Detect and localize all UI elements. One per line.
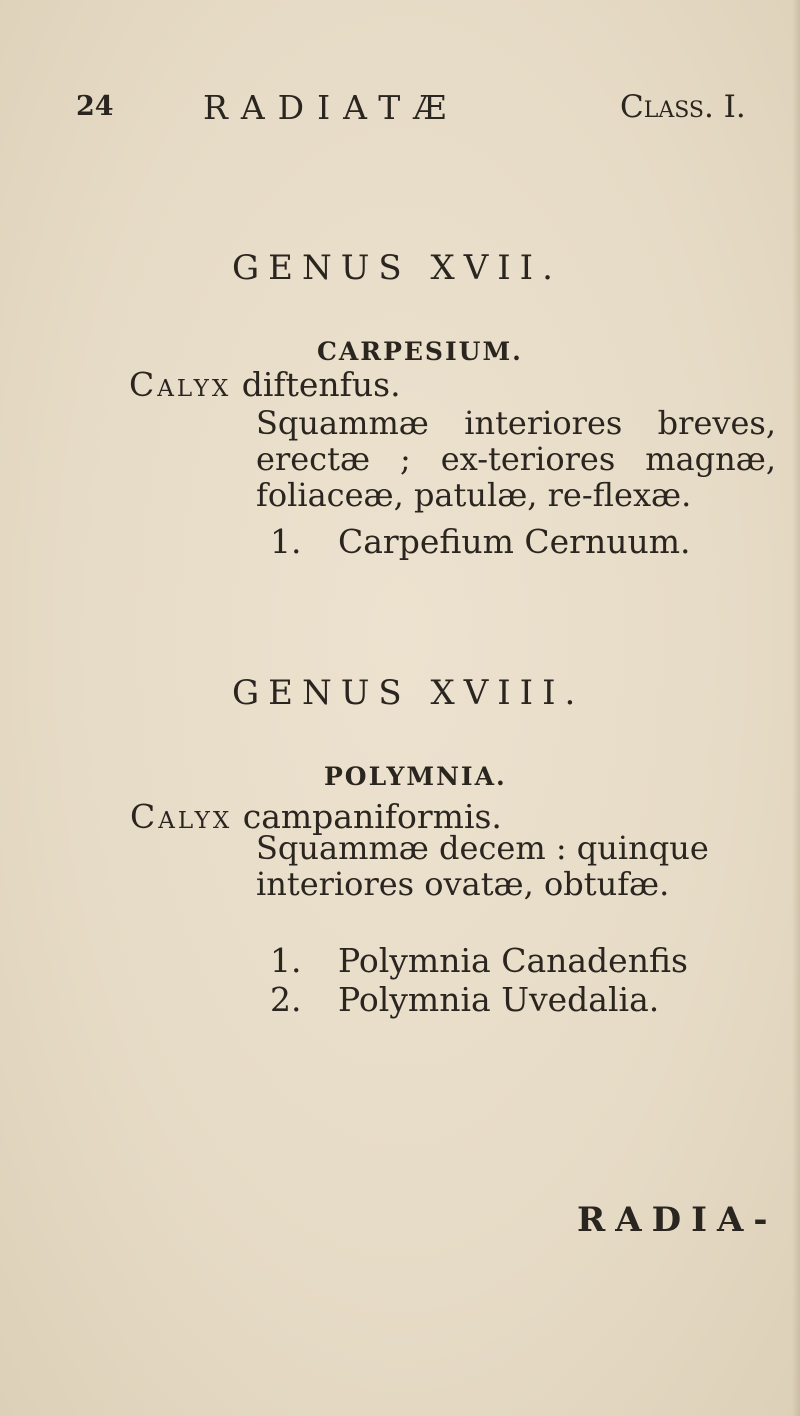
calyx-label: Calyx [129,365,232,404]
genus-heading: GENUS XVIII. [232,673,585,713]
genus-name: POLYMNIA. [324,762,507,791]
page-number: 24 [76,91,114,122]
class-label: Class. I. [620,89,746,125]
genus-description: Squammæ interiores breves, erectæ ; ex-teriores magnæ, foliaceæ, patulæ, re-flexæ. [256,404,776,514]
species-number: 1. [270,522,302,561]
calyx-text: campaniformis. [242,797,502,836]
species-number: 1. [270,941,302,980]
genus-name: CARPESIUM. [317,337,523,366]
species-number: 2. [270,980,302,1019]
species-name: Polymnia Canadenfis [338,941,688,980]
species-name: Carpefium Cernuum. [338,522,691,561]
genus-heading: GENUS XVII. [232,248,562,288]
running-title: RADIATÆ [203,88,460,127]
species-item [270,522,691,561]
species-item [270,941,688,980]
calyx-text: diftenfus. [241,365,401,404]
catchword: RADIA- [577,1200,778,1240]
page-edge-shadow [792,0,800,1416]
species-item [270,980,659,1019]
calyx-label: Calyx [130,797,233,836]
genus-description: Squammæ decem : quinque interiores ovatæ, obtufæ. [256,829,709,903]
species-name: Polymnia Uvedalia. [338,980,660,1019]
calyx-line [129,365,401,404]
